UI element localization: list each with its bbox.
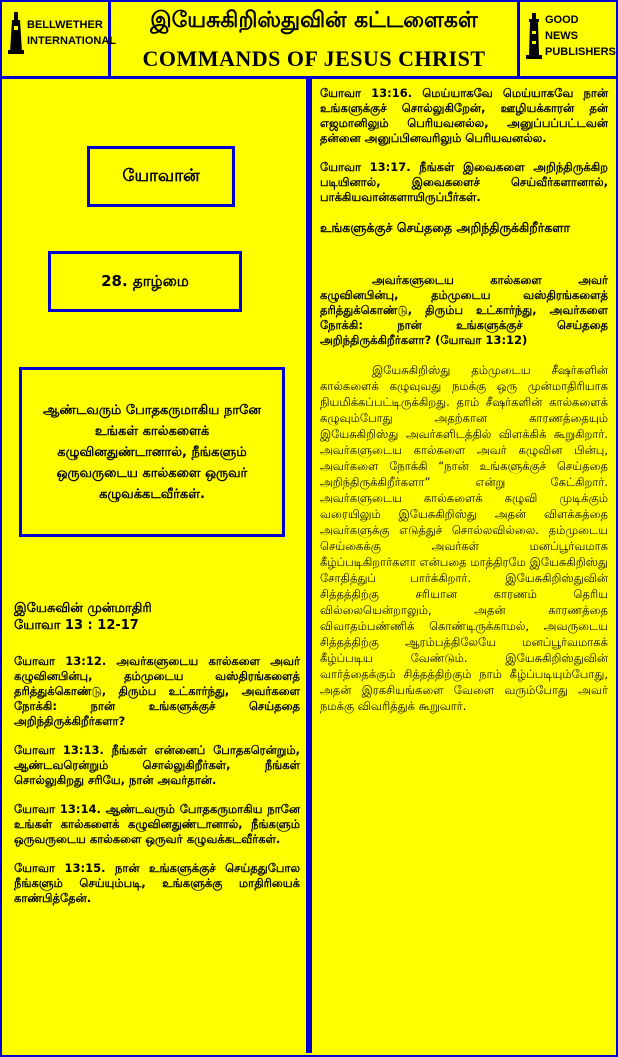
right-text-column <box>320 86 608 728</box>
left-text-column <box>14 600 300 920</box>
verse-13-15: யோவா 13:15. நான் உங்களுக்குச் செய்ததுபோல நீங்களும் செய்யும்படி, உங்களுக்கு மாதிரியைக் காண்பித்தேன். <box>14 861 300 905</box>
chapter-title: 28. தாழ்மை <box>101 271 189 290</box>
verse-13-17: யோவா 13:17. நீங்கள் இவைகளை அறிந்திருக்கிற படியினால், இவைகளைச் செய்வீர்களானால், பாக்கியவான்களாயிருப்பீர்கள். <box>320 160 608 204</box>
left-logo-text: BELLWETHER INTERNATIONAL <box>27 19 117 47</box>
section-reference: யோவா 13 : 12-17 <box>14 618 139 633</box>
summary-verse: அவர்களுடைய கால்களை அவர் கழுவினபின்பு, தம்முடைய வஸ்திரங்களைத் தரித்துக்கொண்டு, திரும்ப உட்கார்ந்து, அவர்களை நோக்கி: நான் உங்களுக்குச் செய்ததை அறிந்திருக்கிறீர்களா? (யோவா 13:12) <box>320 273 608 347</box>
verse-13-16: யோவா 13:16. மெய்யாகவே மெய்யாகவே நான் உங்களுக்குச் சொல்லுகிறேன், ஊழியக்காரன் தன் எஜமானிலும் பெரியவனல்ல, அனுப்பப்பட்டவன் தன்னை அனுப்பினவரிலும் பெரியவனல்ல. <box>320 86 608 145</box>
bellwether-logo <box>8 12 117 54</box>
command-text: ஆண்டவரும் போதகருமாகிய நானே உங்கள் கால்களைக் கழுவினதுண்டானால், நீங்களும் ஒருவருடைய கால்களை ஒருவர் கழுவக்கடவீர்கள். <box>43 402 261 502</box>
good-news-logo <box>526 12 616 60</box>
command-box <box>19 367 285 537</box>
title-english: COMMANDS OF JESUS CHRIST <box>142 46 486 71</box>
tower-icon <box>8 12 24 54</box>
title-tamil: இயேசுகிறிஸ்துவின் கட்டளைகள் <box>150 8 478 33</box>
right-logo-text: GOOD NEWS PUBLISHERS <box>545 14 616 58</box>
section-title: இயேசுவின் முன்மாதிரி <box>14 601 152 616</box>
header-right-logo-panel <box>520 2 616 79</box>
book-title-box <box>87 146 235 207</box>
column-divider <box>306 79 312 1053</box>
lighthouse-icon <box>526 13 542 59</box>
book-title: யோவான் <box>122 165 200 186</box>
header-title-panel <box>111 2 520 79</box>
header-left-logo-panel <box>2 2 117 79</box>
verse-13-14: யோவா 13:14. ஆண்டவரும் போதகருமாகிய நானே உங்கள் கால்களைக் கழுவினதுண்டானால், நீங்களும் ஒருவருடைய கால்களை ஒருவர் கழுவக்கடவீர்கள். <box>14 802 300 846</box>
verse-13-13: யோவா 13:13. நீங்கள் என்னைப் போதகரென்றும், ஆண்டவரென்றும் சொல்லுகிறீர்கள், நீங்கள் சொல்லுகிறது சரியே, நான் அவர்தான். <box>14 743 300 787</box>
question-title: உங்களுக்குச் செய்ததை அறிந்திருக்கிறீர்களா <box>320 220 571 235</box>
verse-13-12: யோவா 13:12. அவர்களுடைய கால்களை அவர் கழுவினபின்பு, தம்முடைய வஸ்திரங்களைத் தரித்துக்கொண்டு, திரும்ப உட்கார்ந்து, அவர்களை நோக்கி: நான் உங்களுக்குச் செய்ததை அறிந்திருக்கிறீர்களா? <box>14 654 300 728</box>
chapter-title-box <box>48 251 242 312</box>
commentary: இயேசுகிறிஸ்து தம்முடைய சீஷர்களின் கால்களைக் கழுவுவது நமக்கு ஒரு முன்மாதிரியாக நியமிக்கப்பட்டிருக்கிறது. தாம் சீஷர்களின் கால்களைக் கழுவும்போது அதற்கான காரணத்தையும் இயேசுகிறிஸ்து அவர்களிடத்தில் விளக்கிக் கூறுகிறார். அவர்களுடைய கால்களை அவர் கழுவின பின்பு, அவர்களை நோக்கி “நான் உங்களுக்குச் செய்ததை அறிந்திருக்கிறீர்களா” என்று கேட்கிறார். அவர்களுடைய கால்களைக் கழுவி முடிக்கும் வரையிலும் இயேசுகிறிஸ்து அதன் விளக்கத்தை அவர்களுக்கு எடுத்துச் சொல்லவில்லை. தம்முடைய செய்கைக்கு அவர்கள் மனப்பூர்வமாக கீழ்ப்படிகிறார்களா என்பதை மாத்திரமே இயேசுகிறிஸ்து சோதித்துப் பார்க்கிறார். இயேசுகிறிஸ்துவின் சித்தத்திற்கு சரியான காரணம் தெரிய வில்லையென்றாலும், அதன் காரணத்தை விவாதம்பண்ணிக் கொண்டிருக்காமல், அவருடைய சித்தத்திற்கு ஆரம்பத்திலேயே மனப்பூர்வமாகக் கீழ்ப்படிய வேண்டும். இயேசுகிறிஸ்துவின் வார்த்தைக்கும் சித்தத்திற்கும் நாம் கீழ்ப்படியும்போது, அதன் இரகசியங்களை வேளை வரும்போது அவர் நமக்கு விவரித்துக் கூறுவார். <box>320 363 608 713</box>
